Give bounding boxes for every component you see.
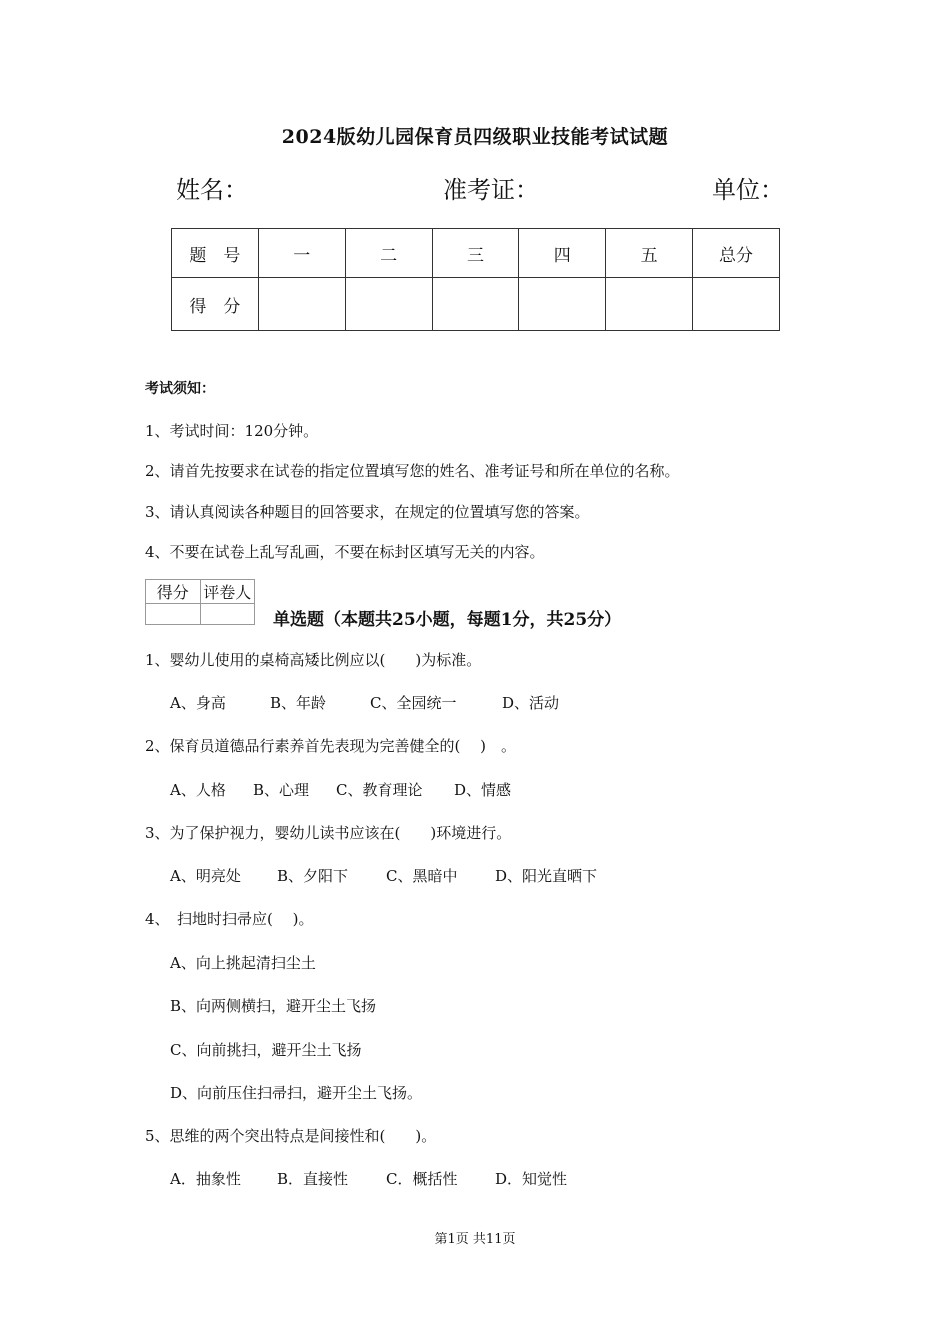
option[interactable]: D、情感 bbox=[454, 781, 512, 799]
notice-item: 1、考试时间：120分钟。 bbox=[145, 422, 319, 440]
name-label: 姓名： bbox=[176, 176, 248, 204]
question-stem: 5、思维的两个突出特点是间接性和( )。 bbox=[145, 1127, 437, 1145]
grader-reviewer-cell[interactable] bbox=[200, 604, 255, 625]
score-header-cell: 三 bbox=[432, 229, 519, 278]
option[interactable]: B、向两侧横扫，避开尘土飞扬 bbox=[170, 997, 377, 1015]
grader-score-label: 得分 bbox=[146, 580, 201, 604]
section-title: 单选题（本题共25小题，每题1分，共25分） bbox=[273, 610, 622, 630]
option[interactable]: A．抽象性 bbox=[170, 1170, 241, 1188]
score-input-cell[interactable] bbox=[258, 278, 345, 331]
notice-heading: 考试须知： bbox=[145, 381, 215, 397]
question-options bbox=[170, 865, 597, 886]
option[interactable]: C、黑暗中 bbox=[386, 867, 458, 885]
question-stem: 1、婴幼儿使用的桌椅高矮比例应以( )为标准。 bbox=[145, 651, 482, 669]
option[interactable]: D、活动 bbox=[502, 694, 560, 712]
option[interactable]: D、阳光直晒下 bbox=[495, 867, 598, 885]
option[interactable]: C．概括性 bbox=[386, 1170, 458, 1188]
score-input-cell[interactable] bbox=[693, 278, 780, 331]
score-header-cell: 一 bbox=[258, 229, 345, 278]
unit-label: 单位： bbox=[712, 176, 784, 204]
question-options bbox=[170, 692, 559, 713]
score-header-cell: 二 bbox=[345, 229, 432, 278]
score-input-cell[interactable] bbox=[345, 278, 432, 331]
option[interactable]: D．知觉性 bbox=[495, 1170, 568, 1188]
question-stem: 3、为了保护视力，婴幼儿读书应该在( )环境进行。 bbox=[145, 824, 512, 842]
grader-score-cell[interactable] bbox=[146, 604, 201, 625]
exam-id-label: 准考证： bbox=[443, 176, 539, 204]
score-table bbox=[171, 228, 780, 331]
question-stem: 2、保育员道德品行素养首先表现为完善健全的( ) 。 bbox=[145, 737, 517, 755]
score-row-label: 得 分 bbox=[172, 278, 259, 331]
question-options bbox=[170, 1168, 567, 1189]
score-input-cell[interactable] bbox=[432, 278, 519, 331]
option[interactable]: A、向上挑起清扫尘土 bbox=[170, 954, 316, 972]
option[interactable]: A、人格 bbox=[170, 781, 226, 799]
score-header-cell: 五 bbox=[606, 229, 693, 278]
option[interactable]: B、年龄 bbox=[270, 694, 327, 712]
score-header-cell: 总分 bbox=[693, 229, 780, 278]
score-table-header-row bbox=[172, 229, 780, 278]
option[interactable]: B、心理 bbox=[253, 781, 310, 799]
option[interactable]: B、夕阳下 bbox=[277, 867, 349, 885]
option[interactable]: A、身高 bbox=[170, 694, 226, 712]
score-input-cell[interactable] bbox=[606, 278, 693, 331]
question-stem: 4、 扫地时扫帚应( )。 bbox=[145, 910, 314, 928]
score-table-score-row bbox=[172, 278, 780, 331]
page-footer: 第1页 共11页 bbox=[434, 1232, 516, 1247]
notice-item: 2、请首先按要求在试卷的指定位置填写您的姓名、准考证号和所在单位的名称。 bbox=[145, 462, 680, 480]
option[interactable]: C、向前挑扫，避开尘土飞扬 bbox=[170, 1041, 362, 1059]
candidate-info-row bbox=[0, 170, 950, 204]
score-input-cell[interactable] bbox=[519, 278, 606, 331]
grader-box bbox=[145, 579, 255, 625]
score-header-cell: 题 号 bbox=[172, 229, 259, 278]
option[interactable]: A、明亮处 bbox=[170, 867, 241, 885]
option[interactable]: B．直接性 bbox=[277, 1170, 349, 1188]
option[interactable]: C、教育理论 bbox=[336, 781, 423, 799]
notice-item: 3、请认真阅读各种题目的回答要求，在规定的位置填写您的答案。 bbox=[145, 503, 590, 521]
option[interactable]: D、向前压住扫帚扫，避开尘土飞扬。 bbox=[170, 1084, 423, 1102]
score-header-cell: 四 bbox=[519, 229, 606, 278]
option[interactable]: C、全园统一 bbox=[370, 694, 457, 712]
grader-reviewer-label: 评卷人 bbox=[200, 580, 255, 604]
question-options bbox=[170, 779, 511, 800]
notice-item: 4、不要在试卷上乱写乱画，不要在标封区填写无关的内容。 bbox=[145, 543, 545, 561]
page-title: 2024版幼儿园保育员四级职业技能考试试题 bbox=[281, 126, 669, 148]
